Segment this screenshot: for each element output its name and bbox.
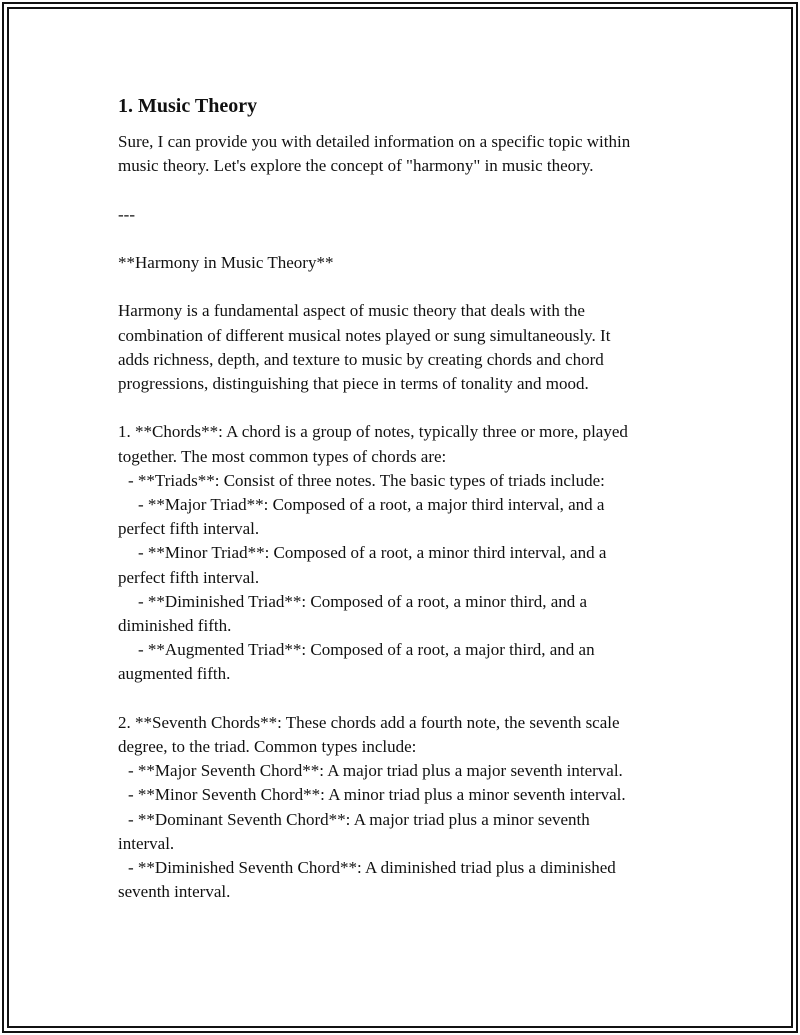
intro-line: Sure, I can provide you with detailed information on a specific topic within — [118, 132, 631, 151]
triad-item: - **Major Triad**: Composed of a root, a major third interval, and a — [138, 494, 605, 514]
harmony-line: adds richness, depth, and texture to music by creating chords and chord — [118, 349, 604, 369]
chords-intro-line: together. The most common types of chords are: — [118, 446, 447, 466]
seventh-item: - **Diminished Seventh Chord**: A diminished triad plus a diminished — [128, 858, 616, 878]
triad-item-continuation: perfect fifth interval. — [118, 567, 260, 587]
harmony-line: progressions, distinguishing that piece in terms of tonality and mood. — [118, 373, 589, 393]
chords-intro-line: 1. **Chords**: A chord is a group of notes, typically three or more, played — [118, 422, 628, 442]
document-body — [118, 92, 678, 904]
triad-item: - **Diminished Triad**: Composed of a root, a minor third, and a — [138, 591, 588, 611]
section-heading: **Harmony in Music Theory** — [118, 252, 334, 272]
seventh-intro-line: 2. **Seventh Chords**: These chords add a fourth note, the seventh scale — [118, 712, 620, 732]
seventh-item: - **Dominant Seventh Chord**: A major triad plus a minor seventh — [128, 809, 590, 829]
seventh-item: - **Minor Seventh Chord**: A minor triad plus a minor seventh interval. — [128, 785, 626, 805]
seventh-item-continuation: seventh interval. — [118, 882, 231, 902]
blank-line — [118, 396, 678, 420]
blank-line — [118, 178, 678, 202]
intro-line: music theory. Let's explore the concept of "harmony" in music theory. — [118, 156, 594, 176]
triads-line: - **Triads**: Consist of three notes. The basic types of triads include: — [128, 470, 605, 490]
triad-item-continuation: augmented fifth. — [118, 664, 231, 684]
harmony-line: Harmony is a fundamental aspect of music theory that deals with the — [118, 301, 585, 321]
triad-item-continuation: diminished fifth. — [118, 616, 232, 635]
blank-line — [118, 275, 678, 299]
seventh-item: - **Major Seventh Chord**: A major triad plus a major seventh interval. — [128, 761, 623, 781]
harmony-line: combination of different musical notes played or sung simultaneously. It — [118, 325, 611, 345]
triad-item-continuation: perfect fifth interval. — [118, 519, 260, 539]
page-title: 1. Music Theory — [118, 95, 258, 117]
blank-line — [118, 687, 678, 711]
blank-line — [118, 227, 678, 251]
seventh-item-continuation: interval. — [118, 833, 175, 853]
triad-item: - **Augmented Triad**: Composed of a root, a major third, and an — [138, 640, 595, 660]
triad-item: - **Minor Triad**: Composed of a root, a minor third interval, and a — [138, 543, 607, 563]
seventh-intro-line: degree, to the triad. Common types include: — [118, 737, 417, 756]
separator: --- — [118, 204, 135, 224]
